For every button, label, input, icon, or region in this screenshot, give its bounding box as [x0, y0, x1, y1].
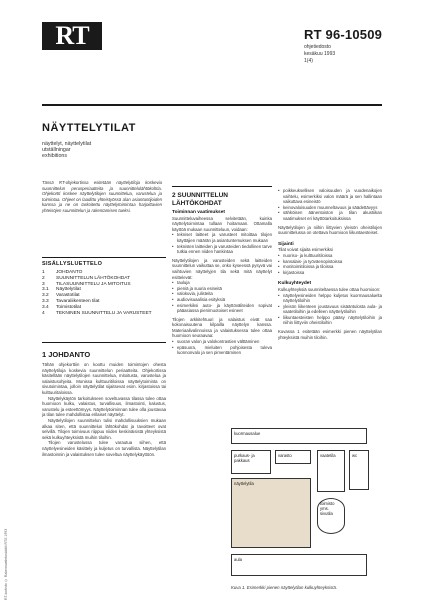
toc-item-number: 3 [42, 281, 45, 287]
bullet-item [278, 304, 382, 315]
section2-rule [172, 186, 272, 187]
bullet-text: yleisön liikenteen joustavuus sisääntulosta aula- ja vaatetiloihin ja edelleen näyttelytiloihin [283, 303, 382, 315]
bullet-item [172, 303, 272, 314]
bullet-dot-icon: • [278, 204, 280, 210]
bullet-text: audiovisuaalisia esityksiä [177, 296, 226, 302]
intro-paragraph: Tässä RT-ohjekortissa esitetään näyttelytiloja koskevia suunnittelun perusperiaatteita ja suunnittelulähtökohtia. Ohjekortti koskee näyttelytilojen suunnittelua, varustelua ja toimintaa. Ohjeet on laadittu yhteistyössä alan asiantuntijoiden kanssa ja ne on tarkoitettu näyttelytoimintaa harjoittavien yhteisöjen suunnittelun ja rakentamisen tueksi. [42, 180, 162, 213]
caption-text: Esimerkki pienen näyttelytilan kulkuyhteyksistä. [246, 585, 338, 590]
toc-item [42, 311, 166, 317]
subtitle-fi: näyttelyt, näyttelytilat [42, 141, 92, 147]
section1-heading: 1 JOHDANTO [42, 350, 91, 359]
bullet-item [172, 232, 272, 243]
right-bullets-top [278, 188, 382, 222]
bullet-item [172, 244, 272, 255]
bullet-item [278, 210, 382, 221]
bullet-text: suoran valon ja valokontrastien välttäminen [177, 339, 260, 345]
box-varasto: varasto [275, 450, 311, 464]
section3-text [278, 188, 382, 340]
bullet-text: näyttelyesineiden helppo kuljetus kuormausaluelta näyttelytiloihin [283, 292, 382, 304]
toc-item-text: Tavaraliikenteen tilat [56, 298, 100, 304]
toc-item-text: Näyttelytilat [56, 287, 81, 293]
header-rule [42, 104, 382, 106]
bullet-dot-icon: • [278, 303, 280, 309]
bullet-dot-icon: • [172, 344, 174, 350]
bullet-dot-icon: • [278, 188, 280, 193]
toc-item-number: 2 [42, 275, 45, 281]
bullet-text: kansalais- ja työväenopistoissa [283, 258, 343, 264]
section2-paragraph: Suunnitteluvaiheessa selvitetään, kuinka näyttelytoimintaa tullaan hoitamaan. Ottamalla käyttöä mukaan suunnitteluun, voidaan: [172, 215, 272, 232]
bullet-item [278, 293, 382, 304]
bullet-dot-icon: • [278, 258, 280, 264]
box-wc: wc [349, 450, 369, 490]
bullet-dot-icon: • [278, 264, 280, 270]
figure-1-diagram [221, 428, 377, 582]
bullet-text: valokuvia, julisteita [177, 291, 213, 297]
kuva-paragraph: Kuvassa 1 esitetään esimerkki pienen näyttelytilan yhteyksistä muihin tiloihin. [278, 329, 382, 340]
bullet-text: epäsuora, mieluiten pohjoisesta tuleva luonnonvalo ja sen pimentäminen [177, 344, 272, 356]
bullet-dot-icon: • [278, 314, 280, 320]
bullet-dot-icon: • [278, 269, 280, 275]
bullet-item [278, 188, 382, 205]
bullet-dot-icon: • [172, 243, 174, 249]
meta-type: ohjetiedosto [304, 44, 331, 50]
section1-paragraph: Näyttelykäytön tarkoitukseen soveltuvassa tilassa tulee ottaa huomioon kulku, valaistus, turvallisuus, ilmastointi, kalustus, varustelu ja esteettömyys. Näyttelytoiminnan tulee olla joustavaa ja tilan tulee mahdollistaa erilaiset näyttelyt. [42, 395, 166, 418]
toc-item-number: 4 [42, 310, 45, 316]
toc-item-text: TILASUUNNITTELU JA MITOITUS [56, 281, 131, 287]
bullet-dot-icon: • [172, 291, 174, 297]
section1-text [42, 362, 166, 457]
bullet-dot-icon: • [172, 302, 174, 308]
bullet-dot-icon: • [278, 210, 280, 216]
box-nayttelytila: näyttelytila [231, 478, 311, 548]
rt-logo: RT [42, 22, 102, 50]
sijainti-subheading: Sijainti [278, 241, 294, 247]
meta-page: 1(4) [304, 58, 313, 64]
section2-paragraph: Tilojen arkkitehtuuri ja valaistus eivät saa kokonaisuutena kilpailla näyttelyn kanssa. Materiaalivalinnoissa ja valaistuksessa tulee ottaa huomioon seuraavaa: [172, 316, 272, 339]
kulku-subheading: Kulkuyhteydet [278, 281, 312, 287]
bullet-text: nuoriso- ja kulttuuritiloissa [283, 252, 333, 258]
box-kuormaus: kuormausalue [231, 428, 367, 444]
table-of-contents [42, 270, 166, 316]
bullet-dot-icon: • [278, 292, 280, 298]
figure-caption [231, 585, 337, 590]
section2-subheading: Toiminnan vaatimukset [172, 210, 225, 215]
box-toimisto: toimisto yms. sivutila [317, 498, 345, 534]
bullet-item [172, 345, 272, 356]
section2-paragraph: Näyttelytilojen ja varusteiden sekä laitteiden suunnittelun vaikuttaa se, onko kyseessä pysyvä vai vaihtuvien näyttelyjen tila sekä mitä näyttelyt esittelevät: [172, 257, 272, 280]
registered-mark: ® [90, 22, 96, 31]
toc-rule [42, 257, 166, 258]
toc-item-number: 1 [42, 270, 45, 275]
subtitle-en: exhibitions [42, 153, 68, 159]
box-aula: aula [231, 554, 367, 576]
bullet-text: keinovaloisuuden muunneltavuus ja säädettävyys [283, 204, 378, 210]
sijainti-paragraph: Tilat voivat sijaita esimerkiksi [278, 247, 333, 253]
page-title: NÄYTTELYTILAT [42, 122, 136, 134]
section1-rule [42, 342, 166, 343]
bullet-text: monitoimitiloissa ja tiloissa [283, 264, 334, 270]
toc-heading: SISÄLLYSLUETTELO [42, 261, 103, 267]
toc-item-text: TEKNINEN SUUNNITTELU JA VARUSTEET [56, 310, 152, 316]
toc-item-number: 3.1 [42, 287, 49, 293]
toc-item-text: JOHDANTO [56, 270, 83, 275]
kulku-paragraph: Kulkuyhteyksiä suunniteltaessa tulee ottaa huomioon: [278, 286, 381, 292]
toc-item-number: 3.2 [42, 293, 49, 299]
box-vaate: vaatetila [317, 450, 345, 492]
bullet-dot-icon: • [278, 252, 280, 258]
toc-item-number: 3.4 [42, 304, 49, 310]
box-purkaus: purkaus- ja pakkaus [231, 450, 271, 474]
bullet-dot-icon: • [172, 280, 174, 286]
toc-item-text: SUUNNITTELUN LÄHTÖKOHDAT [56, 275, 131, 281]
meta-date: kesäkuu 1993 [304, 51, 336, 57]
toc-item-text: Toimistotilat [56, 304, 82, 310]
bullet-text: tauluja [177, 280, 190, 286]
bullet-dot-icon: • [172, 232, 174, 238]
document-code: RT 96-10509 [304, 27, 383, 42]
bullet-text: sähköisen äänentoiston ja tilan akustiikan vaatimukset eri käyttötarkoituksissa [283, 210, 382, 221]
bullet-item [278, 270, 382, 276]
bullet-text: pieniä ja suuria esineitä [177, 285, 222, 291]
bullet-text: liikuntaesteisten helppo pääsy näyttelytiloihin ja niihin liittyviin oheistiloihin [283, 314, 382, 326]
section2-text [172, 210, 272, 356]
caption-label: Kuva 1. [231, 585, 246, 590]
bullet-dot-icon: • [172, 296, 174, 302]
bullet-item [278, 315, 382, 326]
right-paragraph: Näyttelytilojen ja niihin liittyvien yleisön oheistilojen suunnittelussa on otettava huomioon liikuntaesteiset. [278, 224, 382, 236]
toc-item-text: Varastotilat [56, 293, 80, 299]
bullet-dot-icon: • [172, 285, 174, 291]
section2-bullets-2 [172, 280, 272, 314]
side-note: RT-kortisto © Rakennustietosäätiö RTS 1993 [4, 528, 8, 600]
toc-item-number: 3.3 [42, 298, 49, 304]
bullet-text: teknisten laitteiden ja varusteiden tiedollinen tarve tutkia ennen niiden hankintaa [177, 243, 272, 255]
subtitle-sv: utställningar [42, 147, 71, 153]
section1-paragraph: Tilojen varustelussa tulee varautua siihen, että näyttelyesineiden käsittely ja kuljetus on turvallista. Näyttelytilan ilmastoinnin ja valaistuksen tulee soveltua näyttelykäyttöön. [42, 440, 166, 457]
sijainti-bullets [278, 253, 382, 275]
bullet-text: kirjastoissa [283, 269, 305, 275]
bullet-dot-icon: • [172, 339, 174, 345]
section2-bullets-1 [172, 232, 272, 254]
kulku-bullets [278, 293, 382, 327]
bullet-text: poikkeuksellisen valoisuuden ja vuodenaikojen vaihtelu, esimerkiksi valon määrä ja sen hallintaan vaikuttava esineistö [283, 188, 382, 205]
section1-paragraph: Tähän ohjekorttiin on koottu muiden toimintojen ohesta näyttelytiloja koskevia suunnittelun periaatteita. Ohjekortissa käsitellään näyttelytilojen suunnittelua, mitoitusta, varustelua ja valaistusohjeita. Monissa kulttuuritiloissa näyttelytoiminta on sivutoimintaa, jolloin näyttelytilat sijaitsevat esim. kirjastoissa tai kulttuuritaloissa. [42, 362, 166, 395]
section2-bullets-3 [172, 339, 272, 356]
section1-paragraph: Näyttelytilojen suunnittelun tulisi mahdollisuuksien mukaan alkaa siten, että suunnittelun lähtökohdat ja tavoitteet ovat selvillä. Tilojen toimivuus riippuu niiden keskinäisistä yhteyksistä sekä kulkuyhteyksistä muihin tiloihin. [42, 417, 166, 440]
bullet-text: tekniset laitteet ja varusteet mitoittaa tilojen käyttäjien määrän ja asiantuntemuksen mukaan [177, 232, 272, 243]
section2-heading: 2 SUUNNITTELUN LÄHTÖKOHDAT [172, 192, 228, 207]
bullet-text: esimerkiksi auto- ja käyttöväliteiden sopivat pääasiassa pienimuotoiset esineet [177, 302, 272, 314]
